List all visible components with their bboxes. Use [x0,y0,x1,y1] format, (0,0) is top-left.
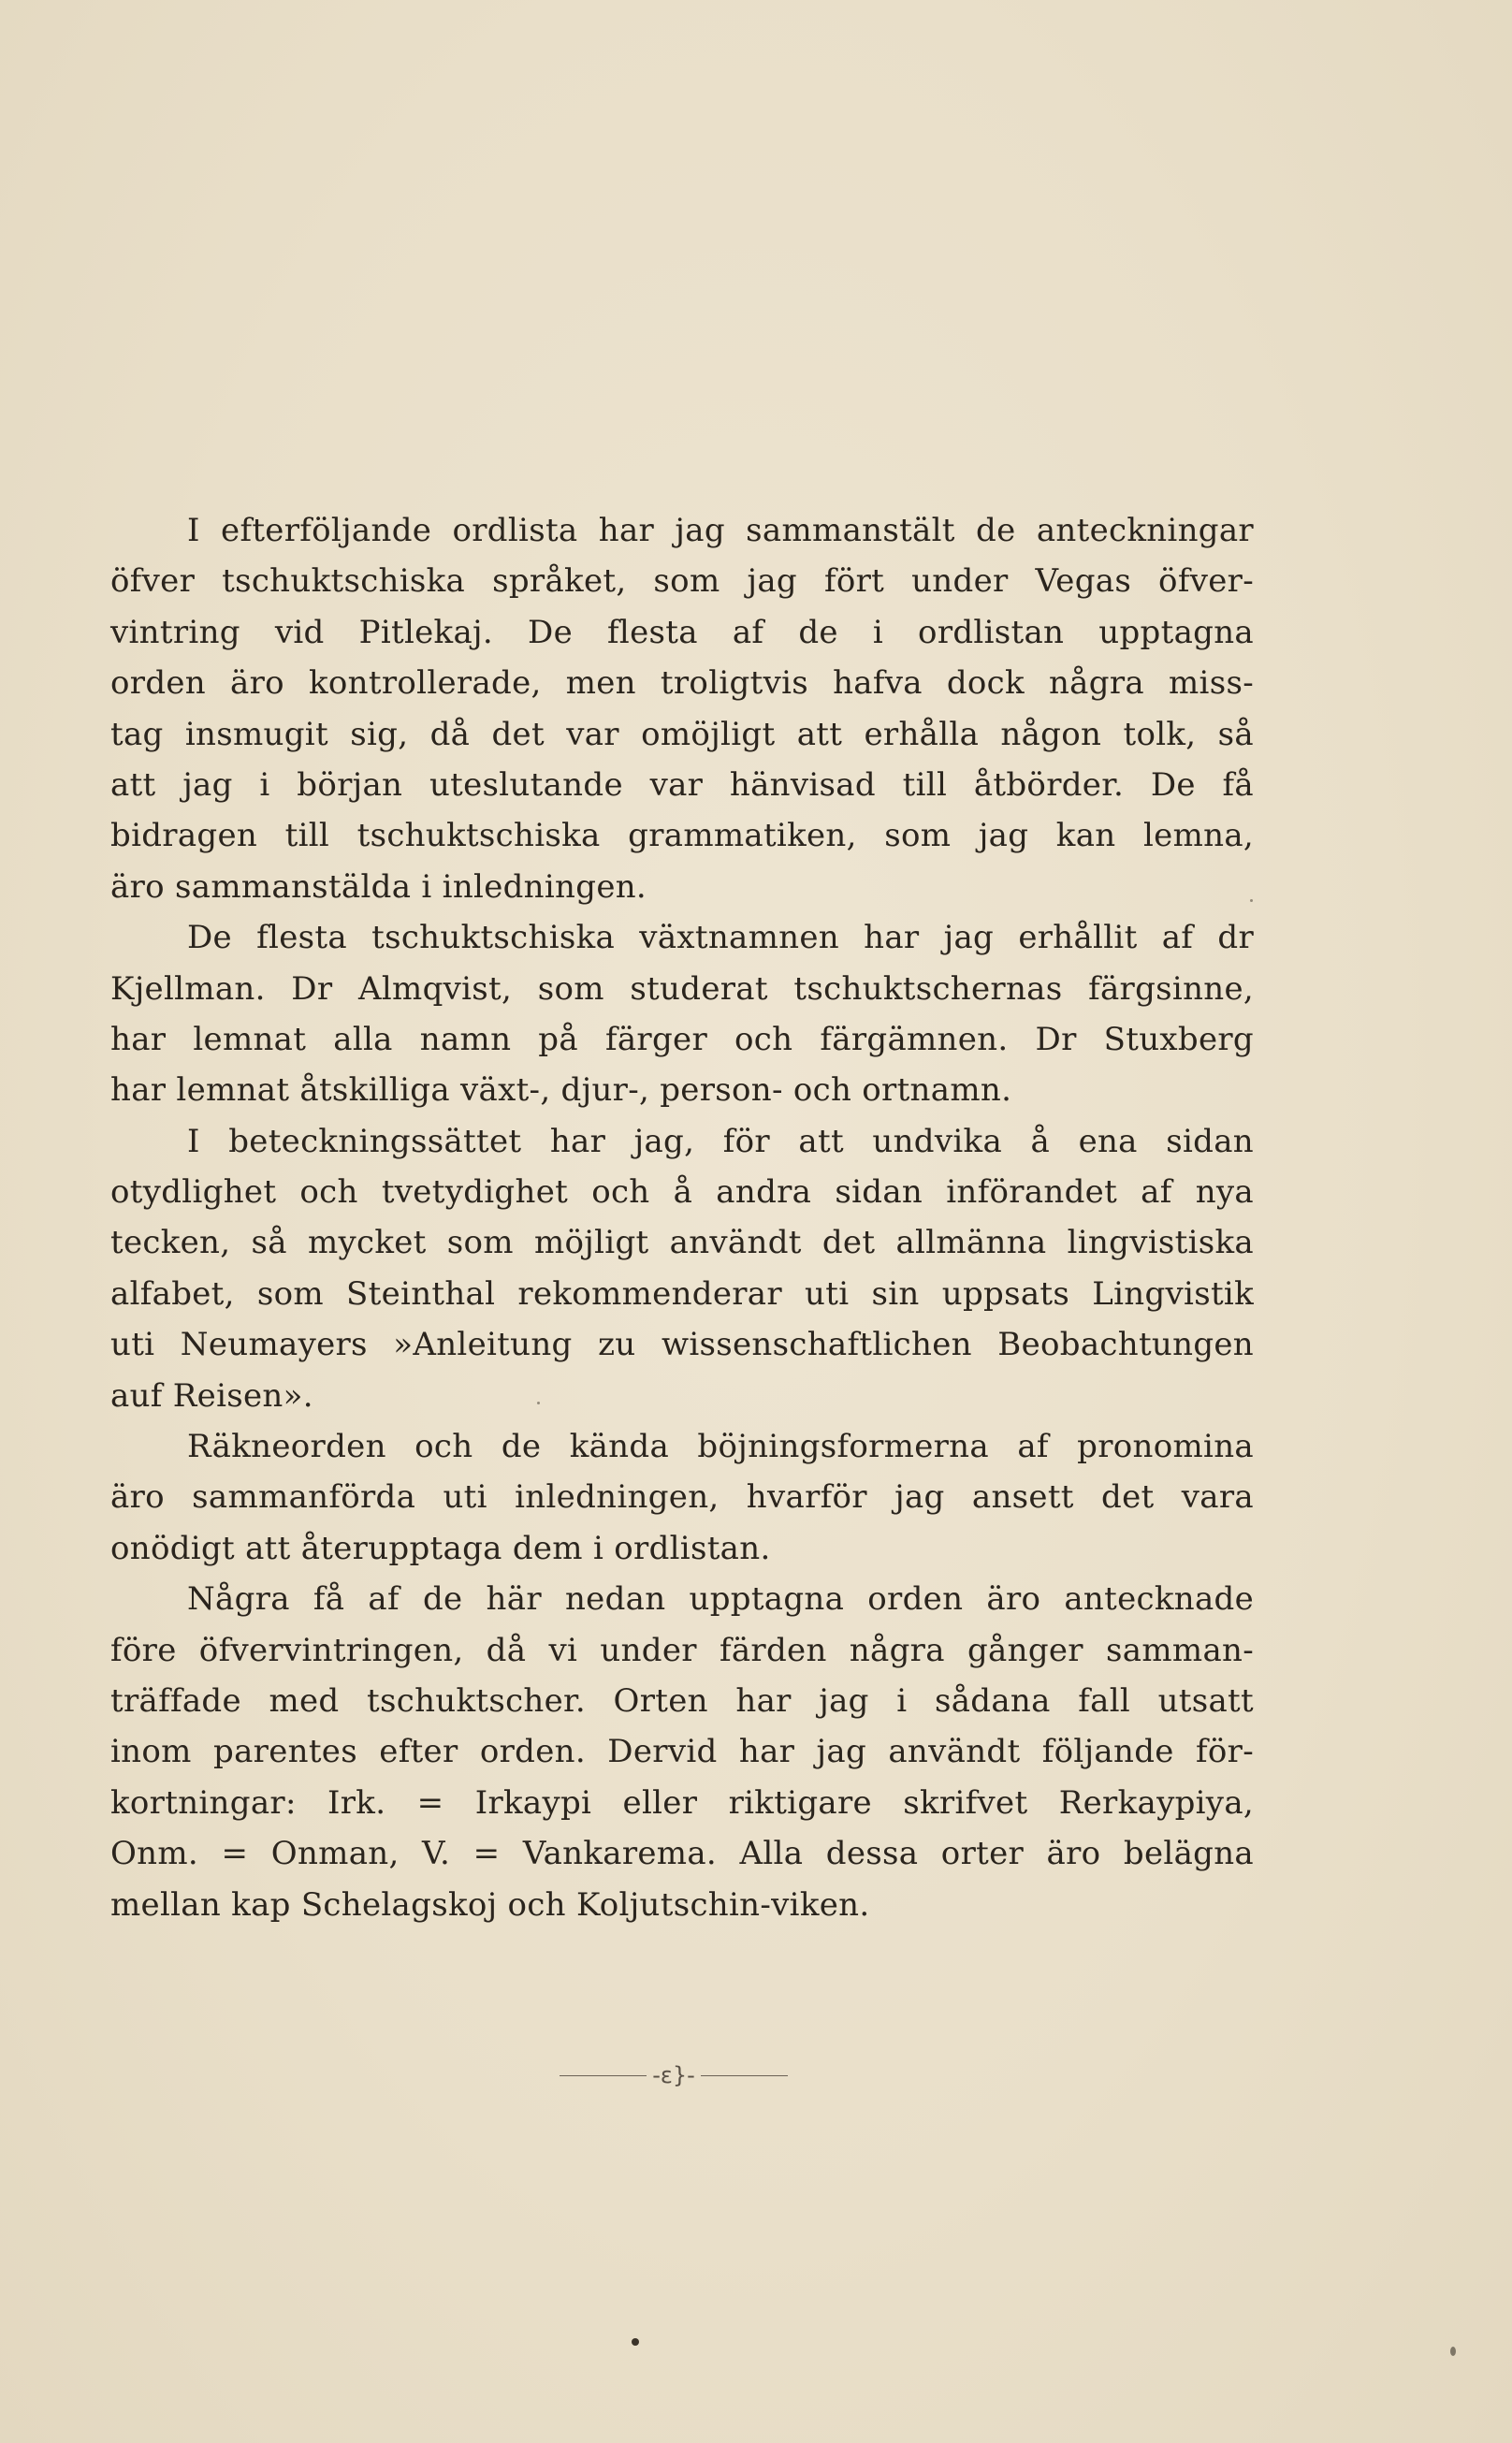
text-line: äro sammanförda uti inledningen, hvarför jag ansett det vara [110,1478,1254,1517]
ornament-rule-right [701,2075,788,2076]
text-line: mellan kap Schelagskoj och Koljutschin-viken. [110,1885,870,1924]
text-line: I beteckningssättet har jag, för att undvika å ena sidan [187,1122,1254,1160]
text-line: auf Reisen». [110,1376,313,1415]
text-line: öfver tschuktschiska språket, som jag fört under Vegas öfver- [110,562,1254,601]
text-line: före öfvervintringen, då vi under färden några gånger samman- [110,1631,1254,1669]
text-line: uti Neumayers »Anleitung zu wissenschaftlichen Beobachtungen [110,1326,1254,1364]
text-line: inom parentes efter orden. Dervid har jag användt följande för- [110,1733,1254,1771]
preface-text [110,505,1254,1930]
text-line: orden äro kontrollerade, men troligtvis hafva dock några miss- [110,664,1254,703]
text-line: har lemnat alla namn på färger och färgämnen. Dr Stuxberg [110,1020,1254,1058]
print-speck [1250,899,1253,902]
text-line: har lemnat åtskilliga växt-, djur-, person- och ortnamn. [110,1071,1012,1110]
print-speck [632,2338,639,2346]
ornament-rule-left [560,2075,647,2076]
text-line: onödigt att återupptaga dem i ordlistan. [110,1529,771,1567]
text-line: bidragen till tschuktschiska grammatiken, som jag kan lemna, [110,817,1254,855]
text-line: alfabet, som Steinthal rekommenderar uti sin uppsats Lingvistik [110,1274,1254,1313]
text-line: äro sammanstälda i inledningen. [110,867,647,906]
text-line: att jag i början uteslutande var hänvisad till åtbörder. De få [110,765,1254,804]
text-line: tecken, så mycket som möjligt användt det allmänna lingvistiska [110,1224,1254,1262]
text-line: Några få af de här nedan upptagna orden äro antecknade [187,1580,1254,1619]
print-speck [537,1402,540,1404]
text-line: vintring vid Pitlekaj. De flesta af de i ordlistan upptagna [110,613,1254,651]
text-line: träffade med tschuktscher. Orten har jag i sådana fall utsatt [110,1681,1254,1720]
text-line: kortningar: Irk. = Irkaypi eller riktigare skrifvet Rerkaypiya, [110,1783,1254,1822]
text-line: I efterföljande ordlista har jag sammanstält de anteckningar [187,512,1254,549]
text-line: tag insmugit sig, då det var omöjligt att erhålla någon tolk, så [110,715,1254,753]
text-line: Kjellman. Dr Almqvist, som studerat tschuktschernas färgsinne, [110,969,1254,1008]
text-line: Onm. = Onman, V. = Vankarema. Alla dessa orter äro belägna [110,1835,1254,1873]
section-end-ornament [560,2057,788,2094]
text-line: De flesta tschuktschiska växtnamnen har jag erhållit af dr [187,919,1254,957]
text-line: otydlighet och tvetydighet och å andra sidan införandet af nya [110,1173,1254,1212]
text-line: Räkneorden och de kända böjningsformerna af pronomina [187,1428,1254,1466]
ornament-flourish-icon: -ε}- [652,2062,695,2088]
print-speck [1450,2347,1456,2356]
